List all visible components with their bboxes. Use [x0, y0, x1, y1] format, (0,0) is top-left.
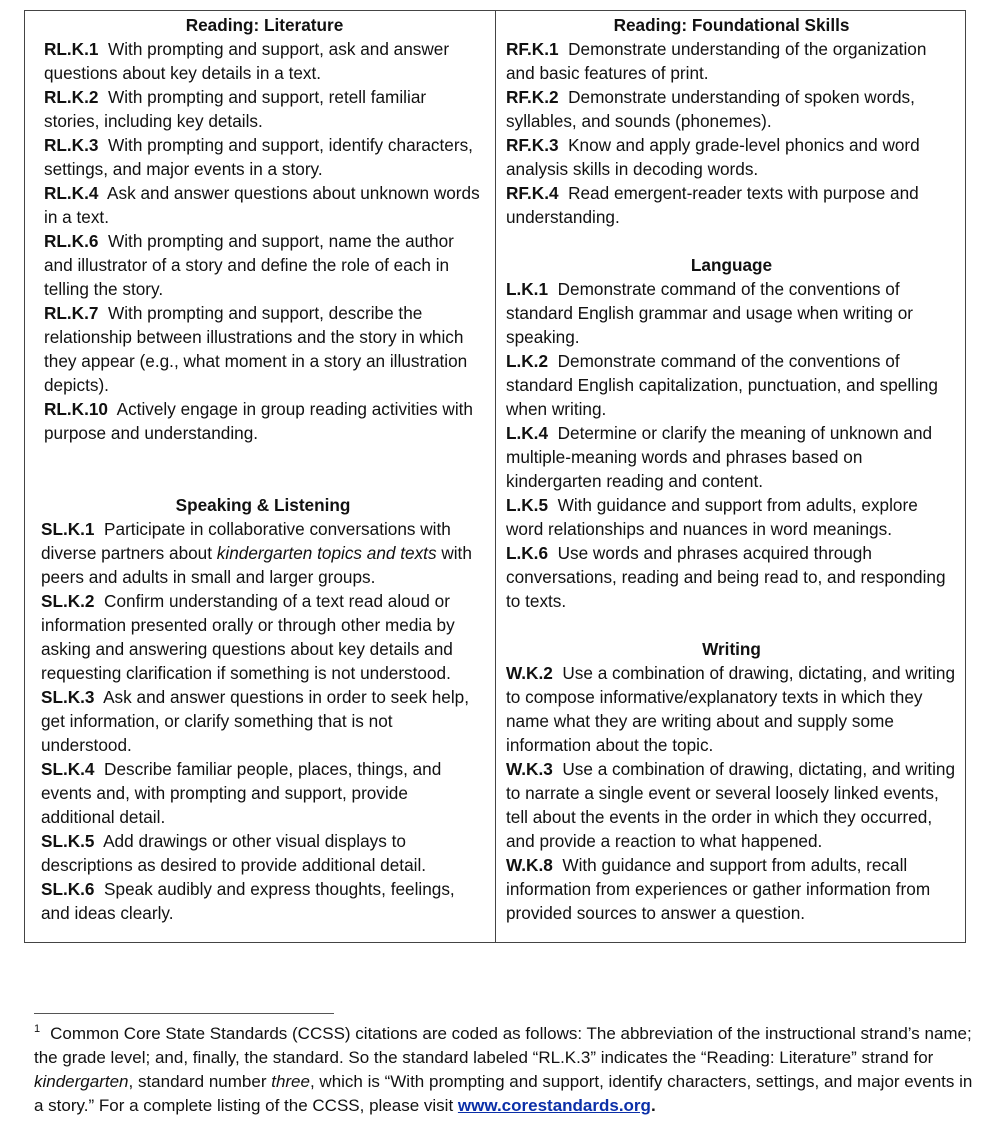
standard-item [506, 133, 957, 181]
standard-text: With prompting and support, retell familiar stories, including key details. [44, 87, 427, 131]
standard-text: Determine or clarify the meaning of unknown and multiple-meaning words and phrases based on kindergarten reading and content. [506, 423, 933, 491]
standard-code: RL.K.6 [44, 231, 99, 251]
section-title-reading-literature: Reading: Literature [185, 15, 344, 35]
standard-text: Describe familiar people, places, things, and events and, with prompting and support, provide additional detail. [41, 759, 442, 827]
standard-text: With prompting and support, ask and answer questions about key details in a text. [44, 39, 450, 83]
footnote-text: , standard number [128, 1072, 272, 1091]
standard-item [506, 541, 957, 613]
standard-code: W.K.8 [506, 855, 553, 875]
standard-item [44, 85, 485, 133]
standard-text: Ask and answer questions in order to seek help, get information, or clarify something that is not understood. [41, 687, 470, 755]
standard-item [44, 181, 485, 229]
standard-item [41, 685, 485, 757]
standard-item [506, 181, 957, 229]
footnote-divider [34, 1013, 334, 1014]
standard-text: Use words and phrases acquired through conversations, reading and being read to, and responding to texts. [506, 543, 946, 611]
standard-item [44, 133, 485, 181]
left-column [25, 11, 496, 942]
standard-code: RL.K.3 [44, 135, 99, 155]
section-title-language: Language [690, 255, 773, 275]
standard-text: Demonstrate understanding of the organization and basic features of print. [506, 39, 927, 83]
spacer [44, 445, 485, 493]
standard-item [506, 349, 957, 421]
section-title-speaking-listening: Speaking & Listening [175, 495, 351, 515]
standard-code: L.K.6 [506, 543, 549, 563]
standard-code: SL.K.4 [41, 759, 95, 779]
standard-item [41, 829, 485, 877]
standard-code: SL.K.6 [41, 879, 95, 899]
standard-text: Confirm understanding of a text read aloud or information presented orally or through other media by asking and answering questions about key details and requesting clarification if something is not understood. [41, 591, 455, 683]
right-column [496, 11, 965, 942]
standard-code: L.K.5 [506, 495, 549, 515]
standard-item [506, 85, 957, 133]
standards-table [24, 10, 966, 943]
standard-code: RL.K.4 [44, 183, 99, 203]
footnote-end: . [650, 1096, 656, 1115]
standard-text: With prompting and support, name the author and illustrator of a story and define the role of each in telling the story. [44, 231, 454, 299]
standard-text: With guidance and support from adults, explore word relationships and nuances in word meanings. [506, 495, 918, 539]
standard-item [41, 517, 485, 589]
standard-item [44, 397, 485, 445]
footnote [34, 1022, 984, 1118]
standard-code: W.K.3 [506, 759, 553, 779]
footnote-text: , which is “With prompting and support, identify characters, settings, and major events in a story.” For a complete listing of the CCSS, please visit [34, 1072, 973, 1115]
footnote-italic-grade: kindergarten [34, 1072, 129, 1091]
standard-text: Add drawings or other visual displays to descriptions as desired to provide additional detail. [41, 831, 427, 875]
section-title-foundational-skills: Reading: Foundational Skills [613, 15, 850, 35]
footnote-italic-number: three [271, 1072, 310, 1091]
standard-item [44, 37, 485, 85]
standard-text: Participate in collaborative conversations with diverse partners about [41, 519, 451, 563]
standard-code: RF.K.3 [506, 135, 559, 155]
standard-text: With prompting and support, describe the relationship between illustrations and the story in which they appear (e.g., what moment in a story an illustration depicts). [44, 303, 468, 395]
standard-text: Ask and answer questions about unknown words in a text. [44, 183, 480, 227]
standard-code: RF.K.2 [506, 87, 559, 107]
standard-text: Speak audibly and express thoughts, feelings, and ideas clearly. [41, 879, 455, 923]
standard-code: RF.K.1 [506, 39, 559, 59]
spacer [506, 613, 957, 637]
standard-text: Use a combination of drawing, dictating, and writing to narrate a single event or several loosely linked events, tell about the events in the order in which they occurred, and provide a reaction to what happened. [506, 759, 956, 851]
standard-item [44, 301, 485, 397]
standard-text: Demonstrate understanding of spoken words, syllables, and sounds (phonemes). [506, 87, 915, 131]
standard-item [506, 757, 957, 853]
standard-item [506, 277, 957, 349]
standard-text: With prompting and support, identify characters, settings, and major events in a story. [44, 135, 473, 179]
standard-item [41, 877, 485, 925]
standard-code: SL.K.5 [41, 831, 95, 851]
standard-code: L.K.2 [506, 351, 549, 371]
footnote-text: Common Core State Standards (CCSS) citations are coded as follows: The abbreviation of the instructional strand’s name; the grade level; and, finally, the standard. So the standard labeled “RL.K.3” indicates the “Reading: Literature” strand for [34, 1024, 972, 1067]
standard-code: SL.K.1 [41, 519, 95, 539]
standard-code: W.K.2 [506, 663, 553, 683]
corestandards-link[interactable]: www.corestandards.org [457, 1096, 651, 1115]
standard-code: RL.K.10 [44, 399, 108, 419]
speaking-listening-block [41, 493, 485, 925]
spacer [506, 229, 957, 253]
standard-code: SL.K.3 [41, 687, 95, 707]
standard-code: RF.K.4 [506, 183, 559, 203]
standard-item [506, 37, 957, 85]
standard-code: RL.K.7 [44, 303, 99, 323]
standard-item [41, 589, 485, 685]
standard-code: RL.K.2 [44, 87, 99, 107]
standard-text: Actively engage in group reading activities with purpose and understanding. [44, 399, 473, 443]
standard-code: L.K.1 [506, 279, 549, 299]
footnote-marker: 1 [34, 1023, 41, 1036]
standard-code: RL.K.1 [44, 39, 99, 59]
standard-text: Use a combination of drawing, dictating, and writing to compose informative/explanatory texts in which they name what they are writing about and supply some information about the topic. [506, 663, 956, 755]
standard-text: Know and apply grade-level phonics and word analysis skills in decoding words. [506, 135, 920, 179]
standard-item [506, 493, 957, 541]
standard-text: With guidance and support from adults, recall information from experiences or gather information from provided sources to answer a question. [506, 855, 931, 923]
standard-item [506, 853, 957, 925]
standard-text: Demonstrate command of the conventions of standard English capitalization, punctuation, and spelling when writing. [506, 351, 938, 419]
standard-item [506, 661, 957, 757]
standard-text: Read emergent-reader texts with purpose and understanding. [506, 183, 919, 227]
standard-item [41, 757, 485, 829]
standard-text-italic: kindergarten topics and texts [216, 543, 437, 563]
standard-item [506, 421, 957, 493]
reading-literature-list [44, 37, 485, 445]
standard-code: SL.K.2 [41, 591, 95, 611]
standard-code: L.K.4 [506, 423, 549, 443]
section-title-writing: Writing [702, 639, 761, 659]
standard-text: Demonstrate command of the conventions of standard English grammar and usage when writing or speaking. [506, 279, 913, 347]
standard-text: with peers and adults in small and larger groups. [41, 543, 472, 587]
standard-item [44, 229, 485, 301]
